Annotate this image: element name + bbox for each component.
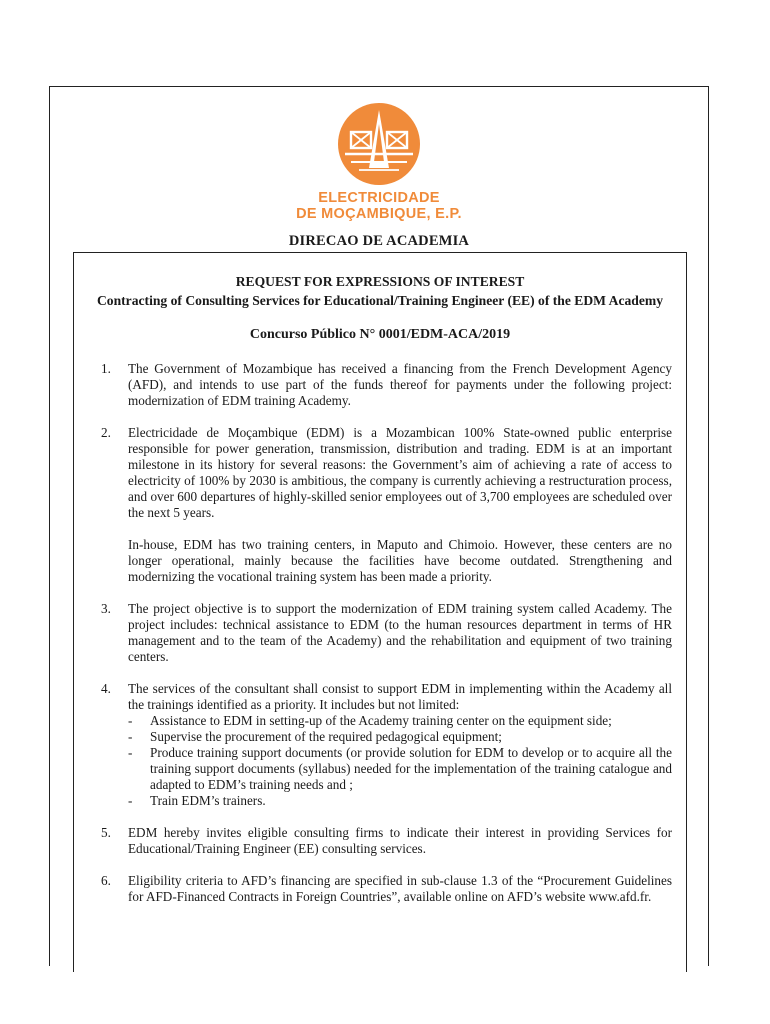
item-text: Electricidade de Moçambique (EDM) is a Mozambican 100% State-owned public enterprise responsible for power generation, transmission, distribution and trading. EDM is at an important milestone in its history for several reasons: the Government’s aim of achieving a rate of access to electricity of 100% by 2030 is ambitious, the company is currently achieving a restructuration process, and over 600 departures of highly-skilled senior employees out of 3,700 employees are scheduled over the next 5 years. <box>128 425 672 520</box>
notice-box <box>73 252 687 972</box>
item-text: The services of the consultant shall consist to support EDM in implementing within the Academy all the trainings identified as a priority. It includes but not limited: <box>128 681 672 712</box>
list-item <box>101 361 672 409</box>
item-number: 2. <box>101 425 111 440</box>
item-text-continued: In-house, EDM has two training centers, in Maputo and Chimoio. However, these centers are no longer operational, mainly because the facilities have become outdated. Strengthening and modernizing the vocational training system has been made a priority. <box>128 537 672 584</box>
tender-reference: Concurso Público N° 0001/EDM-ACA/2019 <box>249 327 511 342</box>
item-text: EDM hereby invites eligible consulting firms to indicate their interest in providing Services for Educational/Training Engineer (EE) consulting services. <box>128 825 672 856</box>
list-item <box>101 681 672 809</box>
item-text: The Government of Mozambique has received a financing from the French Development Agency (AFD), and intends to use part of the funds thereof for payments under the following project: modernization of EDM training Academy. <box>128 361 672 408</box>
bullet-item <box>128 793 672 809</box>
bullet-text: Supervise the procurement of the required pedagogical equipment; <box>150 729 502 744</box>
dash-marker: - <box>128 713 133 728</box>
notice-items <box>74 361 686 905</box>
notice-title: REQUEST FOR EXPRESSIONS OF INTEREST <box>235 274 525 289</box>
bullet-text: Produce training support documents (or provide solution for EDM to develop or to acquire all the training support documents (syllabus) needed for the implementation of the training catalogue and adapted to EDM’s training needs and ; <box>150 745 672 792</box>
list-item <box>101 601 672 665</box>
dash-marker: - <box>128 729 133 744</box>
item-number: 5. <box>101 825 111 840</box>
service-bullets <box>128 713 672 809</box>
dash-marker: - <box>128 793 133 808</box>
logo-line-2: DE MOÇAMBIQUE, E.P. <box>296 206 462 222</box>
bullet-item <box>128 745 672 793</box>
bullet-text: Train EDM’s trainers. <box>150 793 266 808</box>
document-frame <box>49 86 709 966</box>
notice-subtitle: Contracting of Consulting Services for Educational/Training Engineer (EE) of the EDM Academy <box>96 293 664 308</box>
edm-logo <box>279 102 479 222</box>
item-number: 6. <box>101 873 111 888</box>
item-number: 4. <box>101 681 111 696</box>
edm-emblem-icon <box>337 102 421 186</box>
dash-marker: - <box>128 745 133 760</box>
item-number: 1. <box>101 361 111 376</box>
item-text: The project objective is to support the modernization of EDM training system called Academy. The project includes: technical assistance to EDM (to the human resources department in terms of HR management and to the team of the Academy) and the rehabilitation and equipment of two training centers. <box>128 601 672 664</box>
logo-wordmark <box>279 190 479 222</box>
logo-line-1: ELECTRICIDADE <box>318 190 440 206</box>
list-item <box>101 873 672 905</box>
item-number: 3. <box>101 601 111 616</box>
bullet-item <box>128 729 672 745</box>
item-text: Eligibility criteria to AFD’s financing are specified in sub-clause 1.3 of the “Procurement Guidelines for AFD-Financed Contracts in Foreign Countries”, available online on AFD’s website www.afd.fr. <box>128 873 672 904</box>
department-heading: DIRECAO DE ACADEMIA <box>288 233 470 249</box>
list-item <box>101 825 672 857</box>
list-item <box>101 425 672 585</box>
bullet-item <box>128 713 672 729</box>
bullet-text: Assistance to EDM in setting-up of the Academy training center on the equipment side; <box>150 713 612 728</box>
